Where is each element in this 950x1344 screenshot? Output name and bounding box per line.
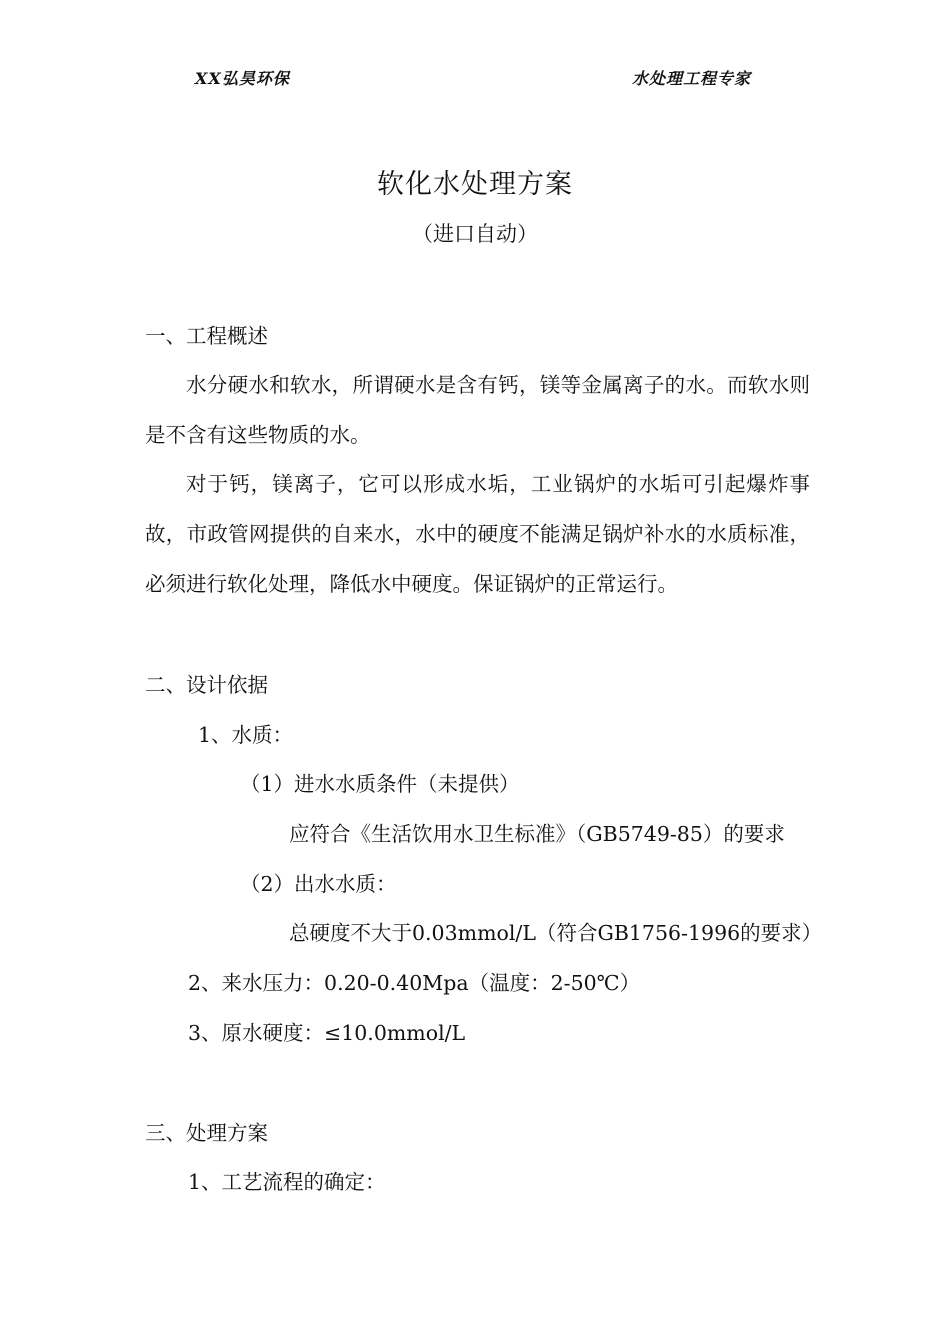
header-company: XX弘昊环保 — [195, 69, 290, 88]
section-2-item-1-2-detail: 总硬度不大于0.03mmol/L（符合GB1756-1996的要求） — [289, 921, 823, 945]
section-1-paragraph-1: 水分硬水和软水，所谓硬水是含有钙，镁等金属离子的水。而软水则是不含有这些物质的水。 — [145, 373, 810, 447]
header-slogan: 水处理工程专家 — [632, 69, 752, 88]
section-2-item-2: 2、来水压力：0.20-0.40Mpa（温度：2-50℃） — [188, 971, 641, 995]
section-1-heading: 一、工程概述 — [145, 324, 268, 348]
section-2-item-1-1-detail: 应符合《生活饮用水卫生标准》（GB5749-85）的要求 — [289, 822, 785, 846]
section-3-heading: 三、处理方案 — [145, 1121, 268, 1145]
section-2-item-3: 3、原水硬度：≤10.0mmol/L — [188, 1021, 466, 1045]
document-title: 软化水处理方案 — [377, 169, 573, 200]
section-2-heading: 二、设计依据 — [145, 673, 268, 697]
document-subtitle: （进口自动） — [412, 222, 538, 246]
section-1-paragraph-2: 对于钙，镁离子，它可以形成水垢，工业锅炉的水垢可引起爆炸事故，市政管网提供的自来水，水中的硬度不能满足锅炉补水的水质标准，必须进行软化处理，降低水中硬度。保证锅炉的正常运行。 — [145, 472, 810, 596]
section-3-item-1: 1、工艺流程的确定： — [188, 1170, 386, 1194]
section-2-item-1: 1、水质： — [198, 723, 294, 747]
section-2-item-1-1: （1）进水水质条件（未提供） — [240, 772, 520, 796]
section-2-item-1-2: （2）出水水质： — [240, 872, 397, 896]
